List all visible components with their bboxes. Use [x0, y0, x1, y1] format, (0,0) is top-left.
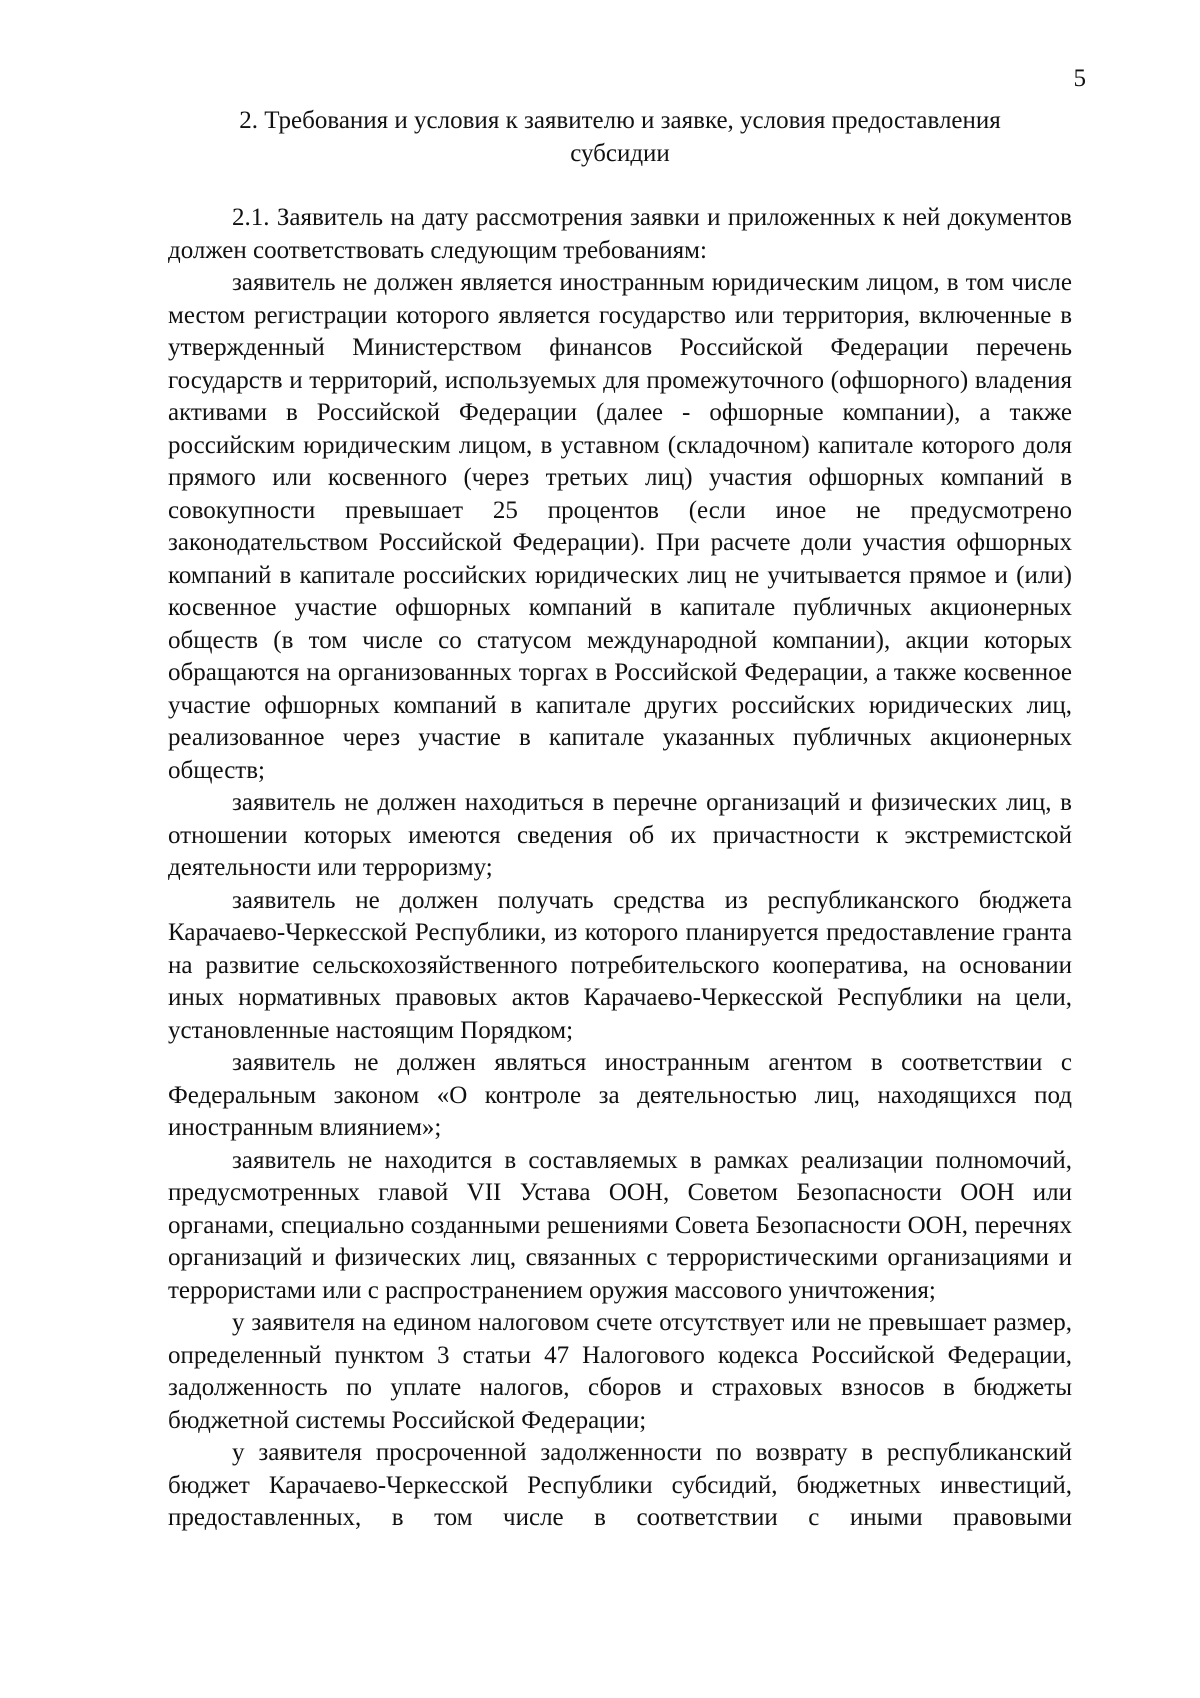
page-number: 5 — [1073, 65, 1086, 92]
paragraph-clause-2-1: 2.1. Заявитель на дату рассмотрения заявки и приложенных к ней документов должен соответствовать следующим требованиям: — [168, 204, 1072, 264]
paragraph-un-sanctions-requirement: заявитель не находится в составляемых в рамках реализации полномочий, предусмотренных главой VII Устава ООН, Советом Безопасности ООН или органами, специально созданными решениями Совета Безопасности ООН, перечнях организаций и физических лиц, связанных с террористическими организациями и террористами или с распространением оружия массового уничтожения; — [168, 1146, 1072, 1304]
paragraph-foreign-agent-requirement: заявитель не должен являться иностранным агентом в соответствии с Федеральным законом «О контроле за деятельностью лиц, находящихся под иностранным влиянием»; — [168, 1049, 1072, 1141]
paragraph-tax-debt-requirement: у заявителя на едином налоговом счете отсутствует или не превышает размер, определенный пунктом 3 статьи 47 Налогового кодекса Российской Федерации, задолженность по уплате налогов, сборов и страховых взносов в бюджеты бюджетной системы Российской Федерации; — [168, 1309, 1072, 1434]
paragraph-overdue-debt-requirement: у заявителя просроченной задолженности по возврату в республиканский бюджет Карачаево-Черкесской Республики субсидий, бюджетных инвестиций, предоставленных, в том числе в соответствии с иными правовыми — [168, 1439, 1072, 1531]
section-heading — [168, 104, 1072, 170]
section-heading-line-1: 2. Требования и условия к заявителю и заявке, условия предоставления — [239, 107, 1001, 134]
section-heading-line-2: субсидии — [570, 140, 670, 167]
section-body — [168, 202, 1072, 1535]
paragraph-budget-funds-requirement: заявитель не должен получать средства из республиканского бюджета Карачаево-Черкесской Республики, из которого планируется предоставление гранта на развитие сельскохозяйственного потребительского кооператива, на основании иных нормативных правовых актов Карачаево-Черкесской Республики на цели, установленные настоящим Порядком; — [168, 886, 1072, 1044]
paragraph-offshore-requirement: заявитель не должен является иностранным юридическим лицом, в том числе местом регистрации которого является государство или территория, включенные в утвержденный Министерством финансов Российской Федерации перечень государств и территорий, используемых для промежуточного (офшорного) владения активами в Российской Федерации (далее - офшорные компании), а также российским юридическим лицом, в уставном (складочном) капитале которого доля прямого или косвенного (через третьих лиц) участия офшорных компаний в совокупности превышает 25 процентов (если иное не предусмотрено законодательством Российской Федерации). При расчете доли участия офшорных компаний в капитале российских юридических лиц не учитывается прямое и (или) косвенное участие офшорных компаний в капитале публичных акционерных обществ (в том числе со статусом международной компании), акции которых обращаются на организованных торгах в Российской Федерации, а также косвенное участие офшорных компаний в капитале других российских юридических лиц, реализованное через участие в капитале указанных публичных акционерных обществ; — [168, 269, 1072, 784]
paragraph-extremism-requirement: заявитель не должен находиться в перечне организаций и физических лиц, в отношении которых имеются сведения об их причастности к экстремистской деятельности или терроризму; — [168, 789, 1072, 881]
